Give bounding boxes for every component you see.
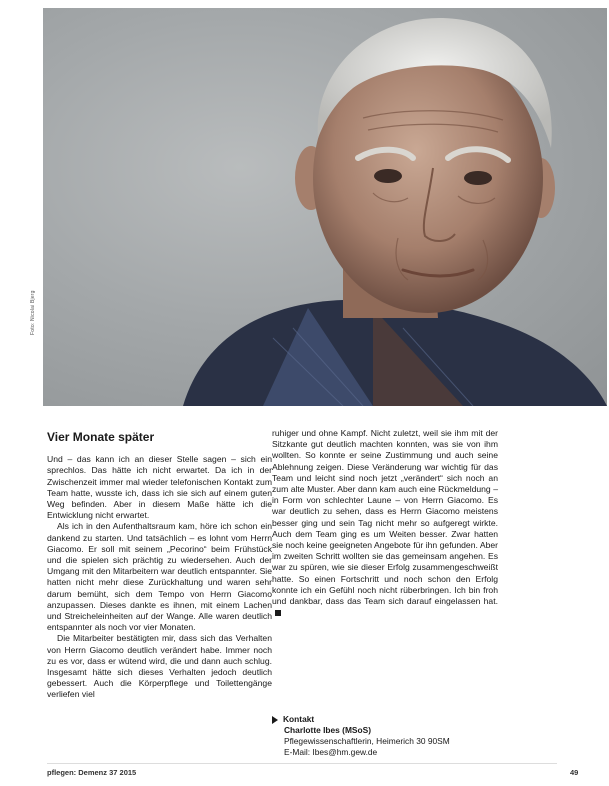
- portrait-illustration: [43, 8, 607, 406]
- contact-name: Charlotte Ibes (MSoS): [284, 725, 372, 735]
- footer-divider: [47, 763, 557, 764]
- paragraph: [272, 428, 498, 618]
- portrait-photo: [43, 8, 607, 406]
- triangle-right-icon: [272, 716, 278, 724]
- article-column-left: [47, 432, 272, 701]
- paragraph: Die Mitarbeiter bestätigten mir, dass sich das Verhalten von Herrn Giacomo deutlich verändert habe. Immer noch zu es vor, dass er wütend wird, die und dann auch schlug. Insgesamt hätte sich dieses Verhalten jedoch deutlich gebessert. Auch die Körperpflege und Toilettengänge verliefen viel: [47, 633, 272, 700]
- contact-role: Pflegewissenschaftlerin, Heimerich 30 90SM: [284, 736, 450, 746]
- article-heading: Vier Monate später: [47, 430, 155, 444]
- contact-title: [272, 714, 502, 725]
- paragraph: Als ich in den Aufenthaltsraum kam, höre ich schon ein dankend zu starten. Und tatsächlich – es lohnt vom Herrn Giacomo. Er soll mit seinem „Pecorino“ beim Frühstück und die spielen sich prächtig zu wiedersehen. Auch der Umgang mit den Mitarbeitern war deutlich entspannter. Sie hatten nicht mehr diese Zurückhaltung und waren sehr darum bemüht, sich dem Tempo von Herrn Giacomo anzupassen. Dieses dankte es ihnen, mit einem Lachen und Streicheleinheiten auf der Wange. Alle waren deutlich entspannter als noch vor vier Monaten.: [47, 521, 272, 633]
- contact-lines: [272, 725, 502, 758]
- footer-publication: pflegen: Demenz 37 2015: [47, 768, 137, 777]
- paragraph: Und – das kann ich an dieser Stelle sagen – sich ein sprechlos. Das hätte ich nicht erwartet. Da ich in der Zwischenzeit immer mal wieder telefonischen Kontakt zum Team hatte, wusste ich, dass ich sie sich auf einem guten Weg befinden. Aber in diesem Maße hätte ich die Entwicklung nicht erwartet.: [47, 454, 272, 521]
- photo-credit: Foto: Nicolai Bjerg: [30, 290, 36, 335]
- contact-title-label: Kontakt: [283, 714, 315, 724]
- contact-box: [272, 714, 502, 758]
- page-number: 49: [570, 768, 579, 777]
- end-of-article-square-icon: [275, 610, 281, 616]
- article-column-right: [272, 428, 498, 618]
- paragraph-text: ruhiger und ohne Kampf. Nicht zuletzt, weil sie ihm mit der Sitzkante gut deutlich machten konnten, was sie von ihm wollten. So konnte er seine Zustimmung und auch seine Ablehnung zeigen. Diese Veränderung war wichtig für das Team und leicht sind noch jetzt „verändert“ sich noch an zum alte Muster. Aber dann kam auch eine Rückmeldung – in Form von schlechter Laune – von Herrn Giacomo. Es war deutlich zu sehen, dass es Herrn Giacomo meistens besser ging und sein Tag nicht mehr so aufgeregt wirkte. Auch dem Team ging es um Weiten besser. Zwar hatten sie noch keine geeigneten Angebote für ihn gefunden. Aber im zweiten Schritt wollten sie das gemeinsam angehen. Es war zu spüren, wie sie dieser Erfolg zusammengeschweißt hatte. So einen Fortschritt und noch schon den Erfolg konnte ich ein Gefühl noch nicht rüberbringen. Ich bin froh und dankbar, dass das Team sich darauf eingelassen hat.: [272, 428, 498, 607]
- contact-email[interactable]: E-Mail: Ibes@hm.gew.de: [284, 747, 378, 757]
